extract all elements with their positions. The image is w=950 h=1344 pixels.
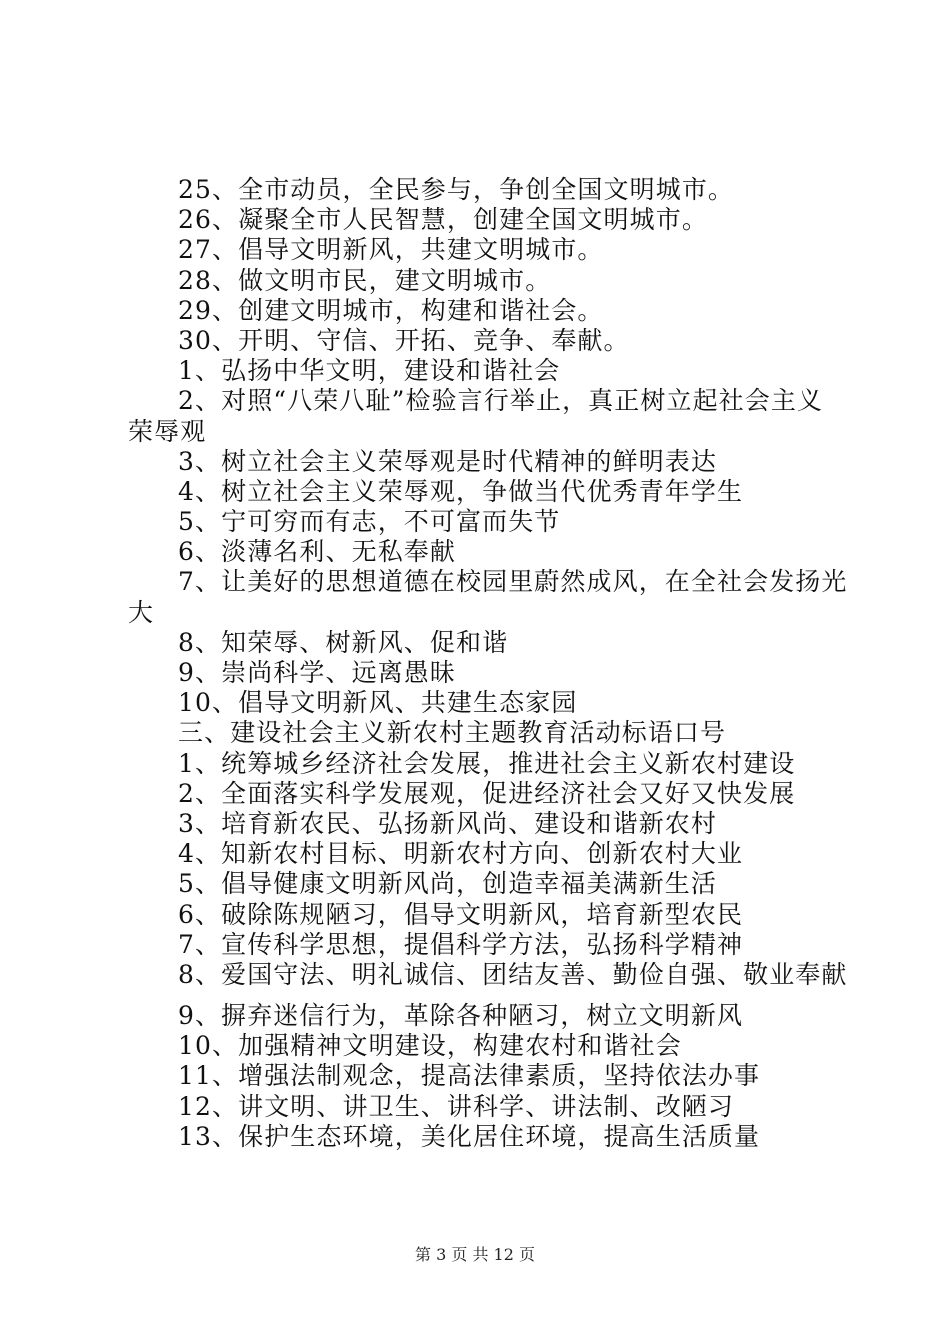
text-line: 8、知荣辱、树新风、促和谐: [178, 627, 509, 657]
text-line: 9、崇尚科学、远离愚昧: [178, 658, 457, 687]
text-line: 12、讲文明、讲卫生、讲科学、讲法制、改陋习: [178, 1091, 735, 1121]
text-line: 13、保护生态环境，美化居住环境，提高生活质量: [178, 1121, 761, 1151]
text-line: 2、对照“八荣八耻”检验言行举止，真正树立起社会主义: [178, 386, 824, 416]
text-line: 28、做文明市民，建文明城市。: [178, 265, 552, 295]
text-line: 10、加强精神文明建设，构建农村和谐社会: [178, 1031, 682, 1061]
document-body: [128, 175, 848, 1152]
text-line: 7、让美好的思想道德在校园里蔚然成风，在全社会发扬光: [178, 567, 848, 597]
text-line: 1、统筹城乡经济社会发展，推进社会主义新农村建设: [178, 748, 796, 778]
text-line: 8、爱国守法、明礼诚信、团结友善、勤俭自强、敬业奉献: [178, 959, 848, 989]
text-line: 2、全面落实科学发展观，促进经济社会又好又快发展: [178, 778, 796, 808]
text-line: 10、倡导文明新风、共建生态家园: [178, 688, 578, 718]
blank-gap: [128, 990, 828, 1001]
text-line: 6、淡薄名利、无私奉献: [178, 537, 457, 567]
text-line: 11、增强法制观念，提高法律素质，坚持依法办事: [178, 1061, 761, 1091]
section-heading: 三、建设社会主义新农村主题教育活动标语口号: [178, 718, 727, 748]
text-line: 3、培育新农民、弘扬新风尚、建设和谐新农村: [178, 808, 718, 838]
text-line: 4、知新农村目标、明新农村方向、创新农村大业: [178, 839, 744, 869]
text-line: 5、倡导健康文明新风尚，创造幸福美满新生活: [178, 869, 718, 899]
text-line: 27、倡导文明新风，共建文明城市。: [178, 235, 604, 265]
text-line: 29、创建文明城市，构建和谐社会。: [178, 295, 604, 325]
text-line: 25、全市动员，全民参与，争创全国文明城市。: [178, 175, 735, 204]
text-line: 5、宁可穷而有志，不可富而失节: [178, 507, 561, 537]
text-line: 9、摒弃迷信行为，革除各种陋习，树立文明新风: [178, 1001, 744, 1031]
text-line: 4、树立社会主义荣辱观，争做当代优秀青年学生: [178, 476, 744, 506]
text-line: 30、开明、守信、开拓、竞争、奉献。: [178, 325, 630, 355]
text-line-continuation: 荣辱观: [128, 416, 207, 446]
text-line: 6、破除陈规陋习，倡导文明新风，培育新型农民: [178, 899, 744, 929]
text-line: 3、树立社会主义荣辱观是时代精神的鲜明表达: [178, 446, 718, 476]
text-line-continuation: 大: [128, 597, 155, 627]
text-line: 1、弘扬中华文明，建设和谐社会: [178, 356, 561, 386]
text-line: 7、宣传科学思想，提倡科学方法，弘扬科学精神: [178, 929, 744, 959]
text-line: 26、凝聚全市人民智慧，创建全国文明城市。: [178, 205, 708, 235]
page-footer: 第 3 页 共 12 页: [415, 1245, 535, 1264]
